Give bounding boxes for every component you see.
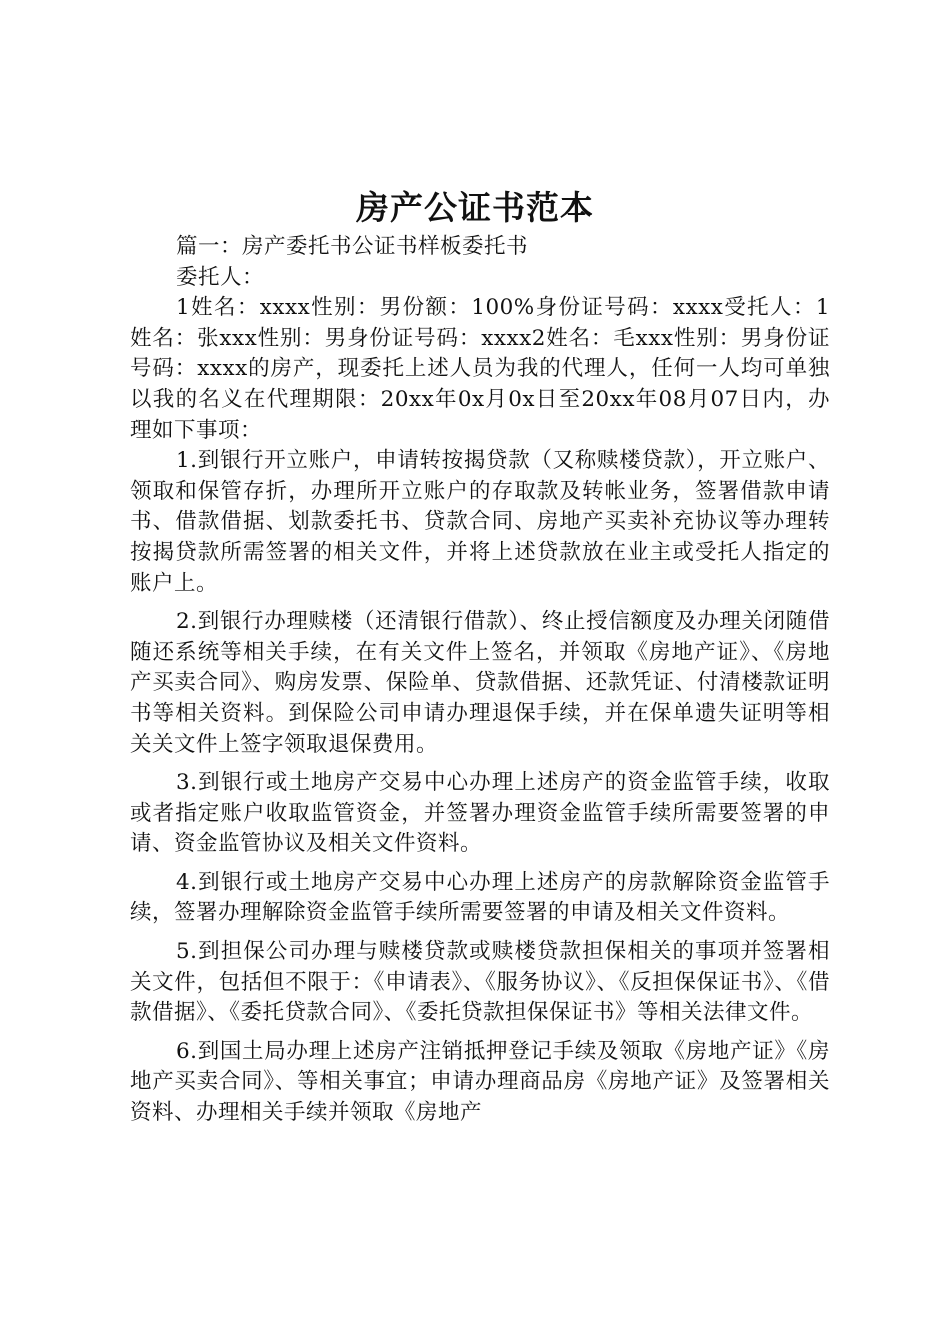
paragraph-item-3: 3.到银行或土地房产交易中心办理上述房产的资金监管手续，收取或者指定账户收取监管资金，并签署办理资金监管手续所需要签署的申请、资金监管协议及相关文件资料。 bbox=[130, 770, 830, 857]
paragraph-item-2: 2.到银行办理赎楼（还清银行借款）、终止授信额度及办理关闭随借随还系统等相关手续，在有关文件上签名，并领取《房地产证》、《房地产买卖合同》、购房发票、保险单、贷款借据、还款凭证、付清楼款证明书等相关资料。到保险公司申请办理退保手续，并在保单遗失证明等相关关文件上签字领取退保费用。 bbox=[130, 609, 830, 757]
document-body bbox=[130, 232, 830, 1129]
paragraph-item-1: 1.到银行开立账户，申请转按揭贷款（又称赎楼贷款），开立账户、领取和保管存折，办理所开立账户的存取款及转帐业务，签署借款申请书、借款借据、划款委托书、贷款合同、房地产买卖补充协议等办理转按揭贷款所需签署的相关文件，并将上述贷款放在业主或受托人指定的账户上。 bbox=[130, 448, 830, 596]
paragraph-parties: 1姓名：xxxx性别：男份额：100%身份证号码：xxxx受托人：1姓名：张xxx性别：男身份证号码：xxxx2姓名：毛xxx性别：男身份证号码：xxxx的房产，现委托上述人员为我的代理人，任何一人均可单独以我的名义在代理期限：20xx年0x月0x日至20xx年08月07日内，办理如下事项： bbox=[130, 295, 830, 443]
document-title: 房产公证书范本 bbox=[356, 188, 594, 227]
paragraph-item-5: 5.到担保公司办理与赎楼贷款或赎楼贷款担保相关的事项并签署相关文件，包括但不限于：《申请表》、《服务协议》、《反担保保证书》、《借款借据》、《委托贷款合同》、《委托贷款担保保证书》等相关法律文件。 bbox=[130, 939, 830, 1026]
paragraph-section-heading: 篇一：房产委托书公证书样板委托书 bbox=[176, 234, 529, 259]
paragraph-item-4: 4.到银行或土地房产交易中心办理上述房产的房款解除资金监管手续，签署办理解除资金监管手续所需要签署的申请及相关文件资料。 bbox=[130, 869, 830, 926]
paragraph-item-6: 6.到国土局办理上述房产注销抵押登记手续及领取《房地产证》《房地产买卖合同》、等相关事宜；申请办理商品房《房地产证》及签署相关资料、办理相关手续并领取《房地产 bbox=[130, 1038, 830, 1126]
paragraph-principal-label: 委托人： bbox=[176, 264, 265, 290]
